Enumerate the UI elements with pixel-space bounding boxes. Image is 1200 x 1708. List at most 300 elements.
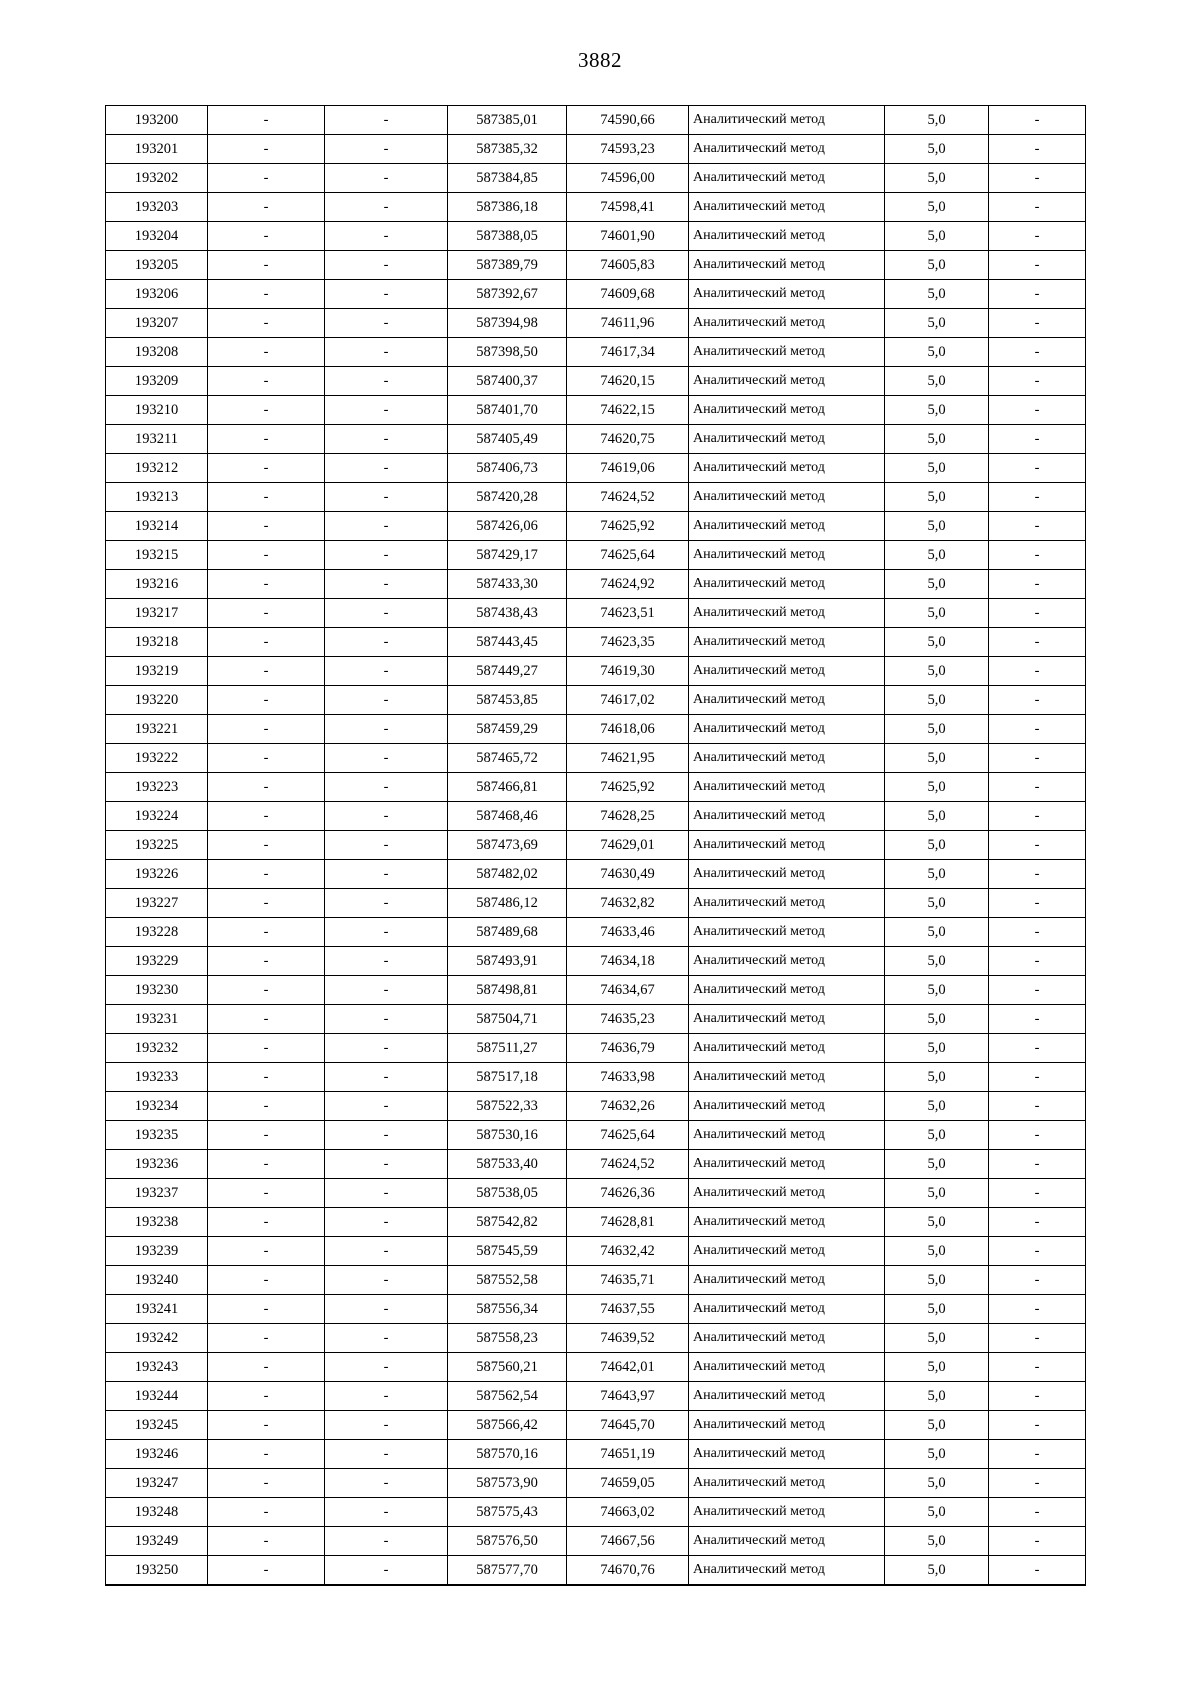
old-x-cell: - bbox=[208, 1324, 325, 1353]
x-coordinate-cell: 587552,58 bbox=[448, 1266, 567, 1295]
method-cell: Аналитический метод bbox=[689, 1063, 885, 1092]
accuracy-cell: 5,0 bbox=[885, 1556, 989, 1586]
accuracy-cell: 5,0 bbox=[885, 193, 989, 222]
method-cell: Аналитический метод bbox=[689, 1208, 885, 1237]
table-row bbox=[106, 860, 1086, 889]
method-cell: Аналитический метод bbox=[689, 1469, 885, 1498]
table-row bbox=[106, 541, 1086, 570]
table-row bbox=[106, 483, 1086, 512]
y-coordinate-cell: 74632,42 bbox=[567, 1237, 689, 1266]
point-number-cell: 193227 bbox=[106, 889, 208, 918]
description-cell: - bbox=[989, 1498, 1086, 1527]
table-row bbox=[106, 1469, 1086, 1498]
y-coordinate-cell: 74623,51 bbox=[567, 599, 689, 628]
description-cell: - bbox=[989, 541, 1086, 570]
y-coordinate-cell: 74635,71 bbox=[567, 1266, 689, 1295]
description-cell: - bbox=[989, 483, 1086, 512]
x-coordinate-cell: 587566,42 bbox=[448, 1411, 567, 1440]
table-row bbox=[106, 1092, 1086, 1121]
accuracy-cell: 5,0 bbox=[885, 135, 989, 164]
x-coordinate-cell: 587538,05 bbox=[448, 1179, 567, 1208]
table-row bbox=[106, 1382, 1086, 1411]
old-y-cell: - bbox=[325, 802, 448, 831]
accuracy-cell: 5,0 bbox=[885, 367, 989, 396]
point-number-cell: 193232 bbox=[106, 1034, 208, 1063]
old-y-cell: - bbox=[325, 599, 448, 628]
old-y-cell: - bbox=[325, 425, 448, 454]
table-row bbox=[106, 1411, 1086, 1440]
y-coordinate-cell: 74632,26 bbox=[567, 1092, 689, 1121]
point-number-cell: 193223 bbox=[106, 773, 208, 802]
description-cell: - bbox=[989, 425, 1086, 454]
old-x-cell: - bbox=[208, 1469, 325, 1498]
old-y-cell: - bbox=[325, 1295, 448, 1324]
x-coordinate-cell: 587560,21 bbox=[448, 1353, 567, 1382]
y-coordinate-cell: 74636,79 bbox=[567, 1034, 689, 1063]
x-coordinate-cell: 587400,37 bbox=[448, 367, 567, 396]
y-coordinate-cell: 74624,52 bbox=[567, 483, 689, 512]
x-coordinate-cell: 587556,34 bbox=[448, 1295, 567, 1324]
accuracy-cell: 5,0 bbox=[885, 657, 989, 686]
y-coordinate-cell: 74620,15 bbox=[567, 367, 689, 396]
point-number-cell: 193246 bbox=[106, 1440, 208, 1469]
table-row bbox=[106, 976, 1086, 1005]
point-number-cell: 193219 bbox=[106, 657, 208, 686]
table-row bbox=[106, 338, 1086, 367]
y-coordinate-cell: 74609,68 bbox=[567, 280, 689, 309]
accuracy-cell: 5,0 bbox=[885, 686, 989, 715]
x-coordinate-cell: 587504,71 bbox=[448, 1005, 567, 1034]
point-number-cell: 193231 bbox=[106, 1005, 208, 1034]
old-x-cell: - bbox=[208, 889, 325, 918]
table-row bbox=[106, 1353, 1086, 1382]
method-cell: Аналитический метод bbox=[689, 454, 885, 483]
old-y-cell: - bbox=[325, 773, 448, 802]
old-y-cell: - bbox=[325, 889, 448, 918]
method-cell: Аналитический метод bbox=[689, 918, 885, 947]
old-y-cell: - bbox=[325, 628, 448, 657]
accuracy-cell: 5,0 bbox=[885, 309, 989, 338]
old-x-cell: - bbox=[208, 715, 325, 744]
old-y-cell: - bbox=[325, 338, 448, 367]
x-coordinate-cell: 587489,68 bbox=[448, 918, 567, 947]
x-coordinate-cell: 587493,91 bbox=[448, 947, 567, 976]
point-number-cell: 193204 bbox=[106, 222, 208, 251]
x-coordinate-cell: 587392,67 bbox=[448, 280, 567, 309]
table-row bbox=[106, 396, 1086, 425]
old-x-cell: - bbox=[208, 1208, 325, 1237]
old-y-cell: - bbox=[325, 1527, 448, 1556]
old-x-cell: - bbox=[208, 541, 325, 570]
point-number-cell: 193235 bbox=[106, 1121, 208, 1150]
old-x-cell: - bbox=[208, 1092, 325, 1121]
table-row bbox=[106, 686, 1086, 715]
x-coordinate-cell: 587384,85 bbox=[448, 164, 567, 193]
y-coordinate-cell: 74632,82 bbox=[567, 889, 689, 918]
point-number-cell: 193244 bbox=[106, 1382, 208, 1411]
old-y-cell: - bbox=[325, 1208, 448, 1237]
method-cell: Аналитический метод bbox=[689, 1005, 885, 1034]
description-cell: - bbox=[989, 599, 1086, 628]
point-number-cell: 193202 bbox=[106, 164, 208, 193]
description-cell: - bbox=[989, 1092, 1086, 1121]
method-cell: Аналитический метод bbox=[689, 483, 885, 512]
description-cell: - bbox=[989, 222, 1086, 251]
x-coordinate-cell: 587577,70 bbox=[448, 1556, 567, 1586]
table-row bbox=[106, 106, 1086, 135]
description-cell: - bbox=[989, 1121, 1086, 1150]
accuracy-cell: 5,0 bbox=[885, 280, 989, 309]
table-row bbox=[106, 1266, 1086, 1295]
y-coordinate-cell: 74626,36 bbox=[567, 1179, 689, 1208]
old-x-cell: - bbox=[208, 976, 325, 1005]
old-x-cell: - bbox=[208, 512, 325, 541]
y-coordinate-cell: 74624,52 bbox=[567, 1150, 689, 1179]
y-coordinate-cell: 74611,96 bbox=[567, 309, 689, 338]
old-x-cell: - bbox=[208, 1005, 325, 1034]
accuracy-cell: 5,0 bbox=[885, 918, 989, 947]
old-y-cell: - bbox=[325, 1179, 448, 1208]
x-coordinate-cell: 587426,06 bbox=[448, 512, 567, 541]
accuracy-cell: 5,0 bbox=[885, 1208, 989, 1237]
method-cell: Аналитический метод bbox=[689, 1266, 885, 1295]
accuracy-cell: 5,0 bbox=[885, 1005, 989, 1034]
accuracy-cell: 5,0 bbox=[885, 1498, 989, 1527]
table-row bbox=[106, 1237, 1086, 1266]
description-cell: - bbox=[989, 802, 1086, 831]
point-number-cell: 193201 bbox=[106, 135, 208, 164]
method-cell: Аналитический метод bbox=[689, 1353, 885, 1382]
description-cell: - bbox=[989, 1527, 1086, 1556]
description-cell: - bbox=[989, 744, 1086, 773]
x-coordinate-cell: 587498,81 bbox=[448, 976, 567, 1005]
point-number-cell: 193249 bbox=[106, 1527, 208, 1556]
method-cell: Аналитический метод bbox=[689, 222, 885, 251]
y-coordinate-cell: 74637,55 bbox=[567, 1295, 689, 1324]
old-x-cell: - bbox=[208, 1440, 325, 1469]
point-number-cell: 193239 bbox=[106, 1237, 208, 1266]
method-cell: Аналитический метод bbox=[689, 860, 885, 889]
old-x-cell: - bbox=[208, 1353, 325, 1382]
x-coordinate-cell: 587429,17 bbox=[448, 541, 567, 570]
point-number-cell: 193216 bbox=[106, 570, 208, 599]
description-cell: - bbox=[989, 512, 1086, 541]
old-x-cell: - bbox=[208, 483, 325, 512]
description-cell: - bbox=[989, 1556, 1086, 1586]
y-coordinate-cell: 74651,19 bbox=[567, 1440, 689, 1469]
method-cell: Аналитический метод bbox=[689, 1411, 885, 1440]
x-coordinate-cell: 587385,01 bbox=[448, 106, 567, 135]
point-number-cell: 193221 bbox=[106, 715, 208, 744]
method-cell: Аналитический метод bbox=[689, 976, 885, 1005]
x-coordinate-cell: 587385,32 bbox=[448, 135, 567, 164]
table-row bbox=[106, 222, 1086, 251]
old-x-cell: - bbox=[208, 338, 325, 367]
accuracy-cell: 5,0 bbox=[885, 1295, 989, 1324]
old-y-cell: - bbox=[325, 744, 448, 773]
method-cell: Аналитический метод bbox=[689, 280, 885, 309]
x-coordinate-cell: 587465,72 bbox=[448, 744, 567, 773]
coordinates-table bbox=[105, 105, 1086, 1586]
x-coordinate-cell: 587401,70 bbox=[448, 396, 567, 425]
table-row bbox=[106, 831, 1086, 860]
y-coordinate-cell: 74635,23 bbox=[567, 1005, 689, 1034]
point-number-cell: 193214 bbox=[106, 512, 208, 541]
description-cell: - bbox=[989, 1382, 1086, 1411]
old-x-cell: - bbox=[208, 1411, 325, 1440]
method-cell: Аналитический метод bbox=[689, 889, 885, 918]
accuracy-cell: 5,0 bbox=[885, 1527, 989, 1556]
method-cell: Аналитический метод bbox=[689, 1034, 885, 1063]
method-cell: Аналитический метод bbox=[689, 396, 885, 425]
old-x-cell: - bbox=[208, 280, 325, 309]
method-cell: Аналитический метод bbox=[689, 164, 885, 193]
accuracy-cell: 5,0 bbox=[885, 599, 989, 628]
method-cell: Аналитический метод bbox=[689, 1121, 885, 1150]
description-cell: - bbox=[989, 860, 1086, 889]
accuracy-cell: 5,0 bbox=[885, 570, 989, 599]
old-y-cell: - bbox=[325, 1469, 448, 1498]
old-x-cell: - bbox=[208, 599, 325, 628]
x-coordinate-cell: 587530,16 bbox=[448, 1121, 567, 1150]
old-x-cell: - bbox=[208, 193, 325, 222]
point-number-cell: 193206 bbox=[106, 280, 208, 309]
description-cell: - bbox=[989, 1005, 1086, 1034]
y-coordinate-cell: 74633,98 bbox=[567, 1063, 689, 1092]
y-coordinate-cell: 74598,41 bbox=[567, 193, 689, 222]
x-coordinate-cell: 587389,79 bbox=[448, 251, 567, 280]
method-cell: Аналитический метод bbox=[689, 570, 885, 599]
old-x-cell: - bbox=[208, 1266, 325, 1295]
table-row bbox=[106, 1208, 1086, 1237]
x-coordinate-cell: 587473,69 bbox=[448, 831, 567, 860]
table-row bbox=[106, 135, 1086, 164]
table-row bbox=[106, 1556, 1086, 1586]
y-coordinate-cell: 74621,95 bbox=[567, 744, 689, 773]
old-y-cell: - bbox=[325, 1266, 448, 1295]
description-cell: - bbox=[989, 918, 1086, 947]
y-coordinate-cell: 74625,64 bbox=[567, 1121, 689, 1150]
accuracy-cell: 5,0 bbox=[885, 1237, 989, 1266]
table-row bbox=[106, 773, 1086, 802]
old-y-cell: - bbox=[325, 106, 448, 135]
old-y-cell: - bbox=[325, 715, 448, 744]
y-coordinate-cell: 74633,46 bbox=[567, 918, 689, 947]
description-cell: - bbox=[989, 1440, 1086, 1469]
table-row bbox=[106, 1034, 1086, 1063]
point-number-cell: 193205 bbox=[106, 251, 208, 280]
method-cell: Аналитический метод bbox=[689, 947, 885, 976]
old-x-cell: - bbox=[208, 164, 325, 193]
point-number-cell: 193234 bbox=[106, 1092, 208, 1121]
point-number-cell: 193226 bbox=[106, 860, 208, 889]
old-y-cell: - bbox=[325, 831, 448, 860]
old-y-cell: - bbox=[325, 1005, 448, 1034]
x-coordinate-cell: 587386,18 bbox=[448, 193, 567, 222]
x-coordinate-cell: 587398,50 bbox=[448, 338, 567, 367]
x-coordinate-cell: 587433,30 bbox=[448, 570, 567, 599]
description-cell: - bbox=[989, 106, 1086, 135]
point-number-cell: 193225 bbox=[106, 831, 208, 860]
description-cell: - bbox=[989, 1179, 1086, 1208]
old-y-cell: - bbox=[325, 512, 448, 541]
table-row bbox=[106, 1063, 1086, 1092]
old-x-cell: - bbox=[208, 1556, 325, 1586]
y-coordinate-cell: 74639,52 bbox=[567, 1324, 689, 1353]
accuracy-cell: 5,0 bbox=[885, 1179, 989, 1208]
accuracy-cell: 5,0 bbox=[885, 831, 989, 860]
y-coordinate-cell: 74590,66 bbox=[567, 106, 689, 135]
x-coordinate-cell: 587468,46 bbox=[448, 802, 567, 831]
x-coordinate-cell: 587405,49 bbox=[448, 425, 567, 454]
x-coordinate-cell: 587449,27 bbox=[448, 657, 567, 686]
old-y-cell: - bbox=[325, 1324, 448, 1353]
table-row bbox=[106, 367, 1086, 396]
old-x-cell: - bbox=[208, 744, 325, 773]
method-cell: Аналитический метод bbox=[689, 193, 885, 222]
old-x-cell: - bbox=[208, 454, 325, 483]
method-cell: Аналитический метод bbox=[689, 599, 885, 628]
method-cell: Аналитический метод bbox=[689, 1237, 885, 1266]
accuracy-cell: 5,0 bbox=[885, 1034, 989, 1063]
old-y-cell: - bbox=[325, 193, 448, 222]
x-coordinate-cell: 587394,98 bbox=[448, 309, 567, 338]
old-x-cell: - bbox=[208, 425, 325, 454]
accuracy-cell: 5,0 bbox=[885, 628, 989, 657]
table-row bbox=[106, 1295, 1086, 1324]
x-coordinate-cell: 587511,27 bbox=[448, 1034, 567, 1063]
point-number-cell: 193248 bbox=[106, 1498, 208, 1527]
description-cell: - bbox=[989, 715, 1086, 744]
y-coordinate-cell: 74634,67 bbox=[567, 976, 689, 1005]
y-coordinate-cell: 74625,92 bbox=[567, 773, 689, 802]
description-cell: - bbox=[989, 831, 1086, 860]
old-x-cell: - bbox=[208, 367, 325, 396]
accuracy-cell: 5,0 bbox=[885, 802, 989, 831]
old-x-cell: - bbox=[208, 396, 325, 425]
old-y-cell: - bbox=[325, 251, 448, 280]
accuracy-cell: 5,0 bbox=[885, 483, 989, 512]
old-x-cell: - bbox=[208, 657, 325, 686]
method-cell: Аналитический метод bbox=[689, 1092, 885, 1121]
accuracy-cell: 5,0 bbox=[885, 1411, 989, 1440]
accuracy-cell: 5,0 bbox=[885, 425, 989, 454]
old-y-cell: - bbox=[325, 222, 448, 251]
y-coordinate-cell: 74620,75 bbox=[567, 425, 689, 454]
description-cell: - bbox=[989, 657, 1086, 686]
table-row bbox=[106, 1324, 1086, 1353]
accuracy-cell: 5,0 bbox=[885, 947, 989, 976]
point-number-cell: 193247 bbox=[106, 1469, 208, 1498]
description-cell: - bbox=[989, 1353, 1086, 1382]
description-cell: - bbox=[989, 135, 1086, 164]
description-cell: - bbox=[989, 947, 1086, 976]
method-cell: Аналитический метод bbox=[689, 1382, 885, 1411]
y-coordinate-cell: 74670,76 bbox=[567, 1556, 689, 1586]
x-coordinate-cell: 587576,50 bbox=[448, 1527, 567, 1556]
method-cell: Аналитический метод bbox=[689, 251, 885, 280]
method-cell: Аналитический метод bbox=[689, 1440, 885, 1469]
old-x-cell: - bbox=[208, 251, 325, 280]
description-cell: - bbox=[989, 338, 1086, 367]
old-x-cell: - bbox=[208, 918, 325, 947]
x-coordinate-cell: 587420,28 bbox=[448, 483, 567, 512]
accuracy-cell: 5,0 bbox=[885, 773, 989, 802]
y-coordinate-cell: 74625,92 bbox=[567, 512, 689, 541]
description-cell: - bbox=[989, 280, 1086, 309]
old-x-cell: - bbox=[208, 1382, 325, 1411]
method-cell: Аналитический метод bbox=[689, 1556, 885, 1586]
method-cell: Аналитический метод bbox=[689, 715, 885, 744]
point-number-cell: 193210 bbox=[106, 396, 208, 425]
point-number-cell: 193200 bbox=[106, 106, 208, 135]
page-number: 3882 bbox=[578, 48, 622, 72]
old-y-cell: - bbox=[325, 1353, 448, 1382]
accuracy-cell: 5,0 bbox=[885, 1469, 989, 1498]
description-cell: - bbox=[989, 309, 1086, 338]
description-cell: - bbox=[989, 367, 1086, 396]
table-row bbox=[106, 1498, 1086, 1527]
x-coordinate-cell: 587558,23 bbox=[448, 1324, 567, 1353]
old-y-cell: - bbox=[325, 657, 448, 686]
table-row bbox=[106, 1440, 1086, 1469]
old-y-cell: - bbox=[325, 483, 448, 512]
y-coordinate-cell: 74663,02 bbox=[567, 1498, 689, 1527]
accuracy-cell: 5,0 bbox=[885, 454, 989, 483]
old-x-cell: - bbox=[208, 686, 325, 715]
method-cell: Аналитический метод bbox=[689, 657, 885, 686]
method-cell: Аналитический метод bbox=[689, 135, 885, 164]
description-cell: - bbox=[989, 889, 1086, 918]
x-coordinate-cell: 587459,29 bbox=[448, 715, 567, 744]
point-number-cell: 193218 bbox=[106, 628, 208, 657]
y-coordinate-cell: 74617,02 bbox=[567, 686, 689, 715]
old-y-cell: - bbox=[325, 1382, 448, 1411]
point-number-cell: 193237 bbox=[106, 1179, 208, 1208]
y-coordinate-cell: 74605,83 bbox=[567, 251, 689, 280]
old-x-cell: - bbox=[208, 1295, 325, 1324]
point-number-cell: 193224 bbox=[106, 802, 208, 831]
old-x-cell: - bbox=[208, 570, 325, 599]
description-cell: - bbox=[989, 1469, 1086, 1498]
old-y-cell: - bbox=[325, 1034, 448, 1063]
y-coordinate-cell: 74629,01 bbox=[567, 831, 689, 860]
point-number-cell: 193213 bbox=[106, 483, 208, 512]
description-cell: - bbox=[989, 570, 1086, 599]
accuracy-cell: 5,0 bbox=[885, 889, 989, 918]
y-coordinate-cell: 74596,00 bbox=[567, 164, 689, 193]
y-coordinate-cell: 74630,49 bbox=[567, 860, 689, 889]
point-number-cell: 193229 bbox=[106, 947, 208, 976]
method-cell: Аналитический метод bbox=[689, 1295, 885, 1324]
old-x-cell: - bbox=[208, 773, 325, 802]
point-number-cell: 193228 bbox=[106, 918, 208, 947]
table-row bbox=[106, 193, 1086, 222]
old-x-cell: - bbox=[208, 1237, 325, 1266]
y-coordinate-cell: 74645,70 bbox=[567, 1411, 689, 1440]
x-coordinate-cell: 587570,16 bbox=[448, 1440, 567, 1469]
y-coordinate-cell: 74601,90 bbox=[567, 222, 689, 251]
table-row bbox=[106, 164, 1086, 193]
y-coordinate-cell: 74624,92 bbox=[567, 570, 689, 599]
accuracy-cell: 5,0 bbox=[885, 338, 989, 367]
method-cell: Аналитический метод bbox=[689, 512, 885, 541]
accuracy-cell: 5,0 bbox=[885, 512, 989, 541]
method-cell: Аналитический метод bbox=[689, 686, 885, 715]
old-y-cell: - bbox=[325, 280, 448, 309]
method-cell: Аналитический метод bbox=[689, 425, 885, 454]
old-x-cell: - bbox=[208, 1179, 325, 1208]
